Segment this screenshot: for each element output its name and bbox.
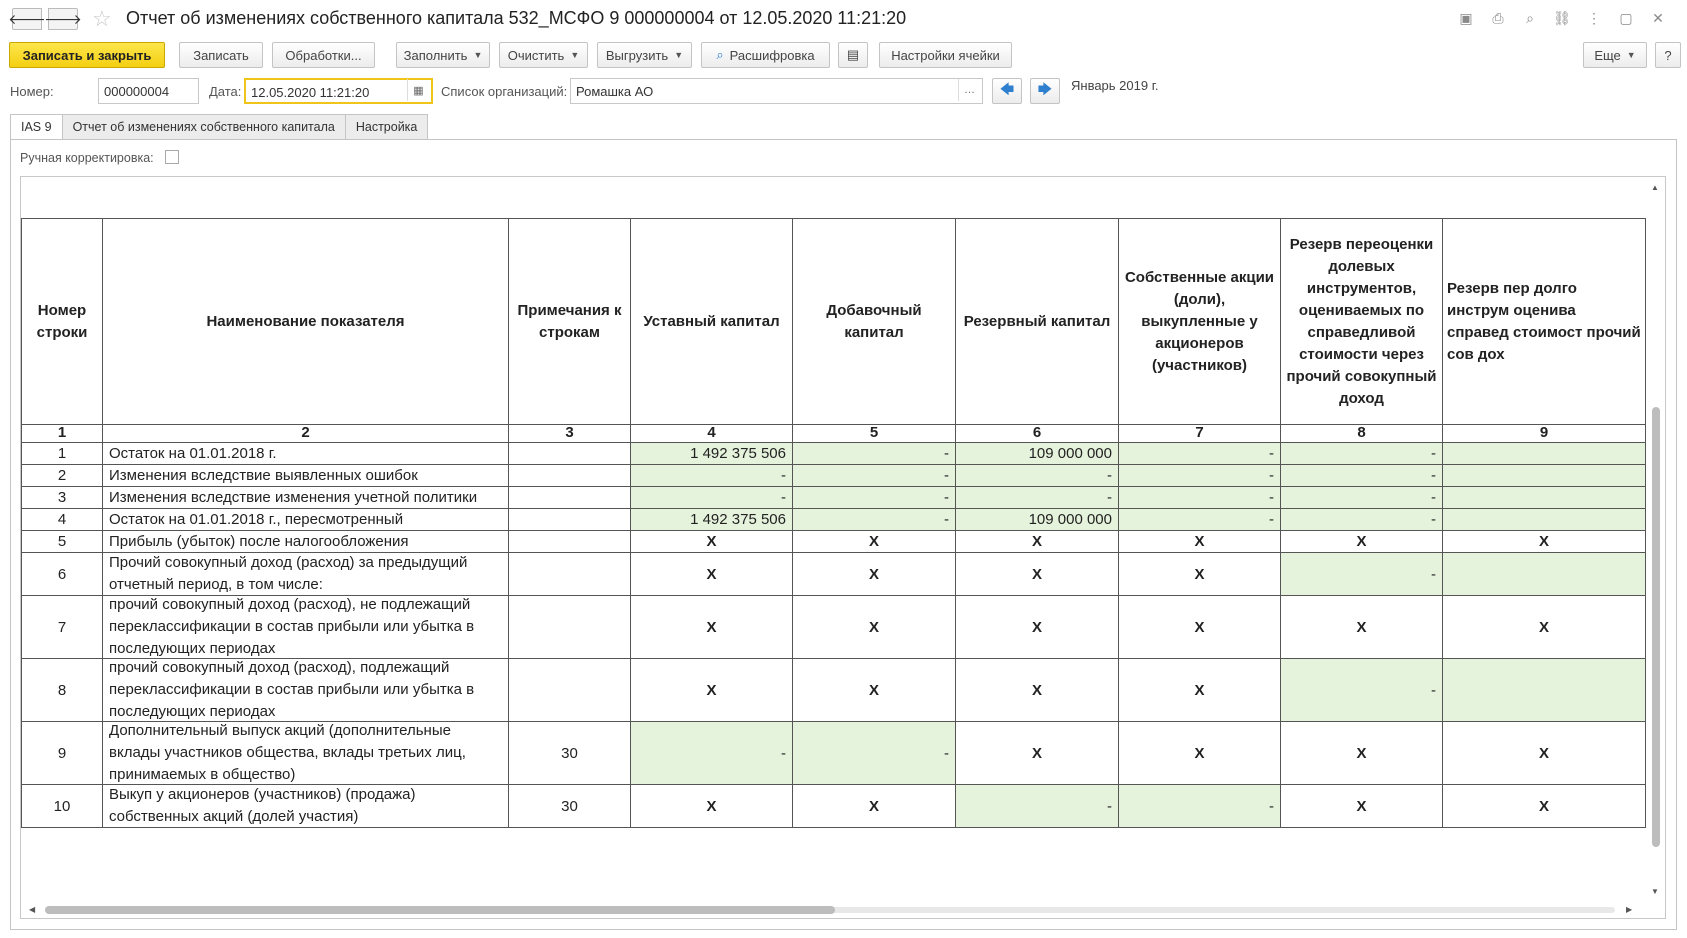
ellipsis-icon[interactable]: … <box>958 79 980 101</box>
more-vertical-icon[interactable]: ⋮ <box>1587 10 1601 26</box>
clear-button-label: Очистить <box>507 47 565 63</box>
column-header[interactable]: Наименование показателя <box>103 219 509 425</box>
arrow-right-icon: 🡆 <box>1037 81 1053 97</box>
value-cell[interactable]: X <box>793 785 956 828</box>
preview-icon[interactable]: ⌕ <box>1526 10 1534 26</box>
date-input[interactable] <box>244 78 433 104</box>
value-cell[interactable]: - <box>631 722 793 785</box>
column-number[interactable]: 3 <box>509 425 631 443</box>
export-button[interactable] <box>597 42 692 68</box>
value-cell[interactable]: 1 492 375 506 <box>631 509 793 531</box>
value-cell[interactable]: X <box>956 596 1119 659</box>
value-cell[interactable]: 109 000 000 <box>956 443 1119 465</box>
indicator-name[interactable]: Выкуп у акционеров (участников) (продажа) собственных акций (долей участия) <box>103 785 509 828</box>
cell-settings-button[interactable]: Настройки ячейки <box>879 42 1012 68</box>
link-icon[interactable]: ⛓ <box>1553 10 1571 26</box>
more-button[interactable] <box>1583 42 1647 68</box>
forward-button[interactable] <box>44 8 82 30</box>
row-number[interactable]: 1 <box>21 443 103 465</box>
prev-period-button[interactable] <box>992 78 1022 104</box>
scroll-down-icon[interactable]: ▼ <box>1651 887 1659 896</box>
scroll-up-icon[interactable]: ▲ <box>1651 183 1659 192</box>
tab-ias9[interactable]: IAS 9 <box>10 114 63 140</box>
window-title: Отчет об изменениях собственного капитала 532_МСФО 9 000000004 от 12.05.2020 11:21:20 <box>126 8 907 28</box>
value-cell[interactable]: X <box>1443 596 1646 659</box>
column-number[interactable]: 4 <box>631 425 793 443</box>
column-header[interactable]: Примечания к строкам <box>509 219 631 425</box>
value-cell[interactable] <box>1443 443 1646 465</box>
command-bar <box>0 40 1687 70</box>
period-label: Январь 2019 г. <box>1071 78 1159 93</box>
vertical-scroll-thumb[interactable] <box>1652 407 1660 847</box>
decode-button[interactable] <box>701 42 830 68</box>
value-cell[interactable]: 1 492 375 506 <box>631 443 793 465</box>
value-cell[interactable]: - <box>1281 659 1443 722</box>
value-cell[interactable] <box>1443 509 1646 531</box>
header-fields <box>0 76 1687 106</box>
row-note[interactable] <box>509 509 631 531</box>
indicator-name[interactable]: Изменения вследствие изменения учетной политики <box>103 487 509 509</box>
date-value: 12.05.2020 11:21:20 <box>251 85 370 100</box>
orgs-input[interactable]: Ромашка АО <box>570 78 983 104</box>
column-number[interactable]: 5 <box>793 425 956 443</box>
value-cell[interactable]: X <box>1281 531 1443 553</box>
next-period-button[interactable] <box>1030 78 1060 104</box>
horizontal-scroll-thumb[interactable] <box>45 906 835 914</box>
value-cell[interactable]: - <box>956 487 1119 509</box>
manual-correction-label: Ручная корректировка: <box>20 151 154 165</box>
value-cell[interactable]: X <box>1443 785 1646 828</box>
value-cell[interactable]: 109 000 000 <box>956 509 1119 531</box>
print-icon[interactable]: ⎙ <box>1492 10 1504 26</box>
value-cell[interactable] <box>1443 553 1646 596</box>
value-cell[interactable]: X <box>956 531 1119 553</box>
number-label: Номер: <box>10 84 54 99</box>
arrow-left-icon: 🡄 <box>999 81 1015 97</box>
row-number[interactable]: 5 <box>21 531 103 553</box>
value-cell[interactable]: - <box>1119 487 1281 509</box>
value-cell[interactable]: X <box>793 553 956 596</box>
save-icon[interactable]: ▣ <box>1459 10 1473 26</box>
favorite-star-icon[interactable]: ☆ <box>92 6 112 31</box>
value-cell[interactable]: X <box>1281 722 1443 785</box>
value-cell[interactable]: X <box>1443 722 1646 785</box>
value-cell[interactable]: - <box>1119 465 1281 487</box>
indicator-name[interactable]: Прочий совокупный доход (расход) за предыдущий отчетный период, в том числе: <box>103 553 509 596</box>
value-cell[interactable]: - <box>1281 487 1443 509</box>
value-cell[interactable] <box>1443 465 1646 487</box>
decode-button-label: Расшифровка <box>729 47 815 63</box>
column-header[interactable]: Уставный капитал <box>631 219 793 425</box>
value-cell[interactable]: X <box>631 785 793 828</box>
indicator-name[interactable]: Дополнительный выпуск акций (дополнительные вклады участников общества, вклады третьих лиц, принимаемых в общество) <box>103 722 509 785</box>
scroll-right-icon[interactable]: ▶ <box>1626 905 1633 914</box>
value-cell[interactable]: - <box>793 487 956 509</box>
maximize-icon[interactable]: ▢ <box>1619 10 1633 26</box>
column-number[interactable]: 1 <box>21 425 103 443</box>
row-note[interactable] <box>509 659 631 722</box>
help-button[interactable]: ? <box>1655 42 1681 68</box>
value-cell[interactable]: - <box>1119 443 1281 465</box>
calendar-icon[interactable]: ▦ <box>407 79 429 101</box>
indicator-name[interactable]: Остаток на 01.01.2018 г. <box>103 443 509 465</box>
scroll-left-icon[interactable]: ◀ <box>29 905 36 914</box>
tab-settings[interactable]: Настройка <box>345 114 429 139</box>
title-bar <box>0 0 1687 38</box>
value-cell[interactable]: X <box>1119 553 1281 596</box>
close-icon[interactable]: ✕ <box>1652 10 1664 26</box>
indicator-name[interactable]: прочий совокупный доход (расход), подлежащий переклассификации в состав прибыли или убытка в последующих периодах <box>103 659 509 722</box>
value-cell[interactable]: X <box>1119 531 1281 553</box>
fill-button[interactable] <box>396 42 490 68</box>
value-cell[interactable]: - <box>793 443 956 465</box>
row-number[interactable]: 9 <box>21 722 103 785</box>
save-and-close-button[interactable]: Записать и закрыть <box>9 42 165 68</box>
chevron-down-icon: ▼ <box>674 50 684 60</box>
chevron-down-icon: ▼ <box>473 50 483 60</box>
date-label: Дата: <box>209 84 242 99</box>
value-cell[interactable]: X <box>631 596 793 659</box>
value-cell[interactable]: X <box>631 659 793 722</box>
value-cell[interactable]: - <box>956 465 1119 487</box>
value-cell[interactable]: X <box>1281 785 1443 828</box>
value-cell[interactable]: - <box>1119 509 1281 531</box>
value-cell[interactable]: - <box>631 487 793 509</box>
column-header[interactable]: Номер строки <box>21 219 103 425</box>
arrow-right-icon: 🡒 <box>44 10 82 27</box>
table-icon-button[interactable] <box>838 42 868 68</box>
value-cell[interactable] <box>1443 659 1646 722</box>
column-header[interactable]: Добавочный капитал <box>793 219 956 425</box>
indicator-name[interactable]: прочий совокупный доход (расход), не подлежащий переклассификации в состав прибыли или убытка в последующих периодах <box>103 596 509 659</box>
export-button-label: Выгрузить <box>605 47 669 63</box>
row-number[interactable]: 6 <box>21 553 103 596</box>
value-cell[interactable]: - <box>793 465 956 487</box>
indicator-name[interactable]: Остаток на 01.01.2018 г., пересмотренный <box>103 509 509 531</box>
manual-correction-checkbox[interactable] <box>165 150 179 164</box>
tab-bar <box>10 114 427 139</box>
column-number[interactable]: 9 <box>1443 425 1646 443</box>
value-cell[interactable]: X <box>793 596 956 659</box>
chevron-down-icon: ▼ <box>1626 50 1636 60</box>
row-note[interactable] <box>509 596 631 659</box>
column-header[interactable]: Резерв переоценки долевых инструментов, оцениваемых по справедливой стоимости через прочий совокупный доход <box>1281 219 1443 425</box>
value-cell[interactable]: X <box>793 659 956 722</box>
column-number[interactable]: 6 <box>956 425 1119 443</box>
chevron-down-icon: ▼ <box>570 50 580 60</box>
column-number[interactable]: 2 <box>103 425 509 443</box>
table-icon: ▤ <box>846 47 860 62</box>
row-note[interactable]: 30 <box>509 722 631 785</box>
report-spreadsheet[interactable] <box>20 176 1666 919</box>
value-cell[interactable]: - <box>1119 785 1281 828</box>
value-cell[interactable]: X <box>1443 531 1646 553</box>
column-number[interactable]: 7 <box>1119 425 1281 443</box>
row-number[interactable]: 8 <box>21 659 103 722</box>
value-cell[interactable]: X <box>1281 596 1443 659</box>
row-note[interactable] <box>509 443 631 465</box>
row-note[interactable] <box>509 487 631 509</box>
processing-button[interactable]: Обработки... <box>272 42 375 68</box>
value-cell[interactable]: X <box>1119 596 1281 659</box>
more-button-label: Еще <box>1594 47 1621 63</box>
back-button[interactable] <box>8 8 46 30</box>
value-cell[interactable] <box>1443 487 1646 509</box>
value-cell[interactable]: - <box>1281 553 1443 596</box>
row-number[interactable]: 10 <box>21 785 103 828</box>
column-number[interactable]: 8 <box>1281 425 1443 443</box>
value-cell[interactable]: X <box>793 531 956 553</box>
save-button[interactable]: Записать <box>179 42 263 68</box>
horizontal-scrollbar[interactable] <box>21 900 1646 919</box>
value-cell[interactable]: X <box>1119 659 1281 722</box>
orgs-label: Список организаций: <box>441 84 568 99</box>
value-cell[interactable]: X <box>631 531 793 553</box>
fill-button-label: Заполнить <box>403 47 468 63</box>
value-cell[interactable]: - <box>631 465 793 487</box>
value-cell[interactable]: - <box>1281 509 1443 531</box>
value-cell[interactable]: X <box>631 553 793 596</box>
number-input[interactable]: 000000004 <box>98 78 199 104</box>
clear-button[interactable] <box>499 42 588 68</box>
row-note[interactable] <box>509 465 631 487</box>
row-note[interactable]: 30 <box>509 785 631 828</box>
vertical-scrollbar[interactable] <box>1646 177 1666 919</box>
row-note[interactable] <box>509 553 631 596</box>
arrow-left-icon: 🡐 <box>8 10 46 27</box>
row-number[interactable]: 3 <box>21 487 103 509</box>
tab-report[interactable]: Отчет об изменениях собственного капитала <box>62 114 346 139</box>
value-cell[interactable]: - <box>793 509 956 531</box>
value-cell[interactable]: - <box>793 722 956 785</box>
row-number[interactable]: 2 <box>21 465 103 487</box>
value-cell[interactable]: X <box>1119 722 1281 785</box>
indicator-name[interactable]: Прибыль (убыток) после налогообложения <box>103 531 509 553</box>
value-cell[interactable]: X <box>956 553 1119 596</box>
value-cell[interactable]: X <box>956 659 1119 722</box>
indicator-name[interactable]: Изменения вследствие выявленных ошибок <box>103 465 509 487</box>
row-number[interactable]: 7 <box>21 596 103 659</box>
column-header[interactable]: Резервный капитал <box>956 219 1119 425</box>
row-note[interactable] <box>509 531 631 553</box>
value-cell[interactable]: - <box>956 785 1119 828</box>
value-cell[interactable]: - <box>1281 465 1443 487</box>
column-header[interactable]: Резерв пер долго инструм оценива справед стоимост прочий сов дох <box>1443 219 1646 425</box>
decode-icon: ⌕ <box>716 47 724 62</box>
value-cell[interactable]: X <box>956 722 1119 785</box>
row-number[interactable]: 4 <box>21 509 103 531</box>
value-cell[interactable]: - <box>1281 443 1443 465</box>
column-header[interactable]: Собственные акции (доли), выкупленные у акционеров (участников) <box>1119 219 1281 425</box>
